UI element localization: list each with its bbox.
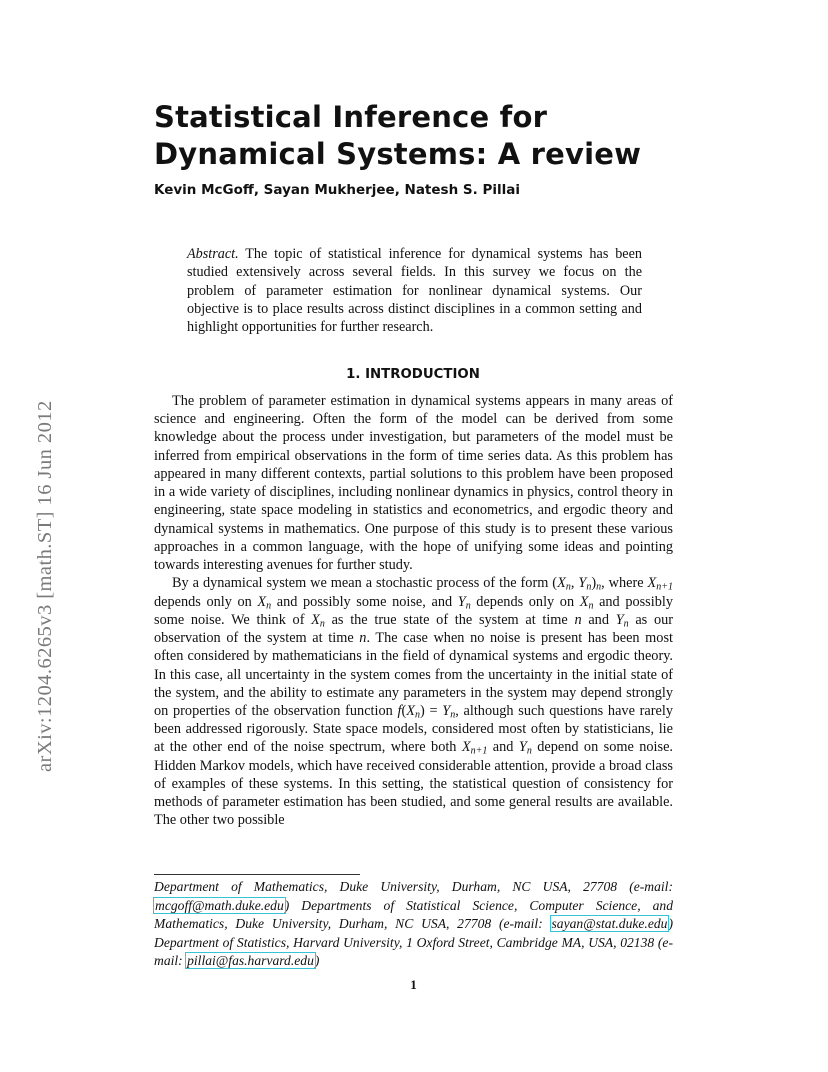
intro-paragraph-2: By a dynamical system we mean a stochastic process of the form ($X_n$, $Y_n)_n$, where $X_{n+1}$ depends only on $X_n$ and possibly some noise, and $Y_n$ depends only on $X_n$ and possibly some noise. We think of $X_n$ as the true state of the system at time n and $Y_n$ as our observation of the system at time n. The case when no noise is present has been most often considered by mathematicians in the field of dynamical systems and ergodic theory. In this case, all uncertainty in the system comes from the uncertainty in the initial state of the system, and the ability to estimate any parameters in the system may depend strongly on properties of the observation function $f(X_n) = Y_n$, although such questions have rarely been addressed rigorously. State space models, considered most often by statisticians, lie at the other end of the noise spectrum, where both $X_{n+1}$ and $Y_n$ depend on some noise. Hidden Markov models, which have received considerable attention, provide a broad class of examples of these systems. In this setting, the statistical question of consistency for methods of parameter estimation has been studied, and some general results are available. The other two possible bbox=[154, 575, 674, 829]
affiliation-footnote: Department of Mathematics, Duke University, Durham, NC USA, 27708 (e-mail: mcgoff@math.duke.edu) Departments of Statistical Science, Computer Science, and Mathematics, Duke University, Durham, NC USA, 27708 (e-mail: sayan@stat.duke.edu) Department of Statistics, Harvard University, 1 Oxford Street, Cambridge MA, USA, 02138 (e-mail: pillai@fas.harvard.edu) bbox=[154, 879, 673, 969]
abstract-label: Abstract. bbox=[187, 246, 239, 262]
paper-title bbox=[154, 99, 714, 173]
arxiv-stamp: arXiv:1204.6265v3 [math.ST] 16 Jun 2012 bbox=[34, 400, 56, 772]
section-heading: 1. INTRODUCTION bbox=[346, 367, 480, 382]
abstract-text: The topic of statistical inference for dynamical systems has been studied extensively across several fields. In this survey we focus on the problem of parameter estimation for nonlinear dynamical systems. Our objective is to place results across distinct disciplines in a common setting and highlight opportunities for further research. bbox=[187, 246, 642, 336]
author-list: Kevin McGoff, Sayan Mukherjee, Natesh S. Pillai bbox=[154, 182, 520, 198]
email-link-sayan[interactable]: sayan@stat.duke.edu bbox=[551, 916, 668, 932]
abstract bbox=[187, 245, 642, 336]
body-text bbox=[154, 392, 673, 830]
title-line-1: Statistical Inference for bbox=[154, 100, 548, 134]
title-line-2: Dynamical Systems: A review bbox=[154, 137, 642, 171]
email-link-mcgoff[interactable]: mcgoff@math.duke.edu bbox=[155, 897, 284, 913]
email-link-pillai[interactable]: pillai@fas.harvard.edu bbox=[187, 953, 314, 969]
footnote-rule bbox=[154, 874, 360, 875]
intro-paragraph-1: The problem of parameter estimation in dynamical systems appears in many areas of science and engineering. Often the form of the model can be derived from some knowledge about the process under investigation, but parameters of the model must be inferred from empirical observations in the form of time series data. As this problem has appeared in many different contexts, partial solutions to this problem have been proposed in a wide variety of disciplines, including nonlinear dynamics in physics, control theory in engineering, state space modeling in statistics and econometrics, and ergodic theory and dynamical systems in mathematics. One purpose of this study is to present these various approaches in a common language, with the hope of unifying some ideas and pointing towards interesting avenues for further study. bbox=[154, 393, 673, 574]
page-number: 1 bbox=[410, 977, 417, 992]
